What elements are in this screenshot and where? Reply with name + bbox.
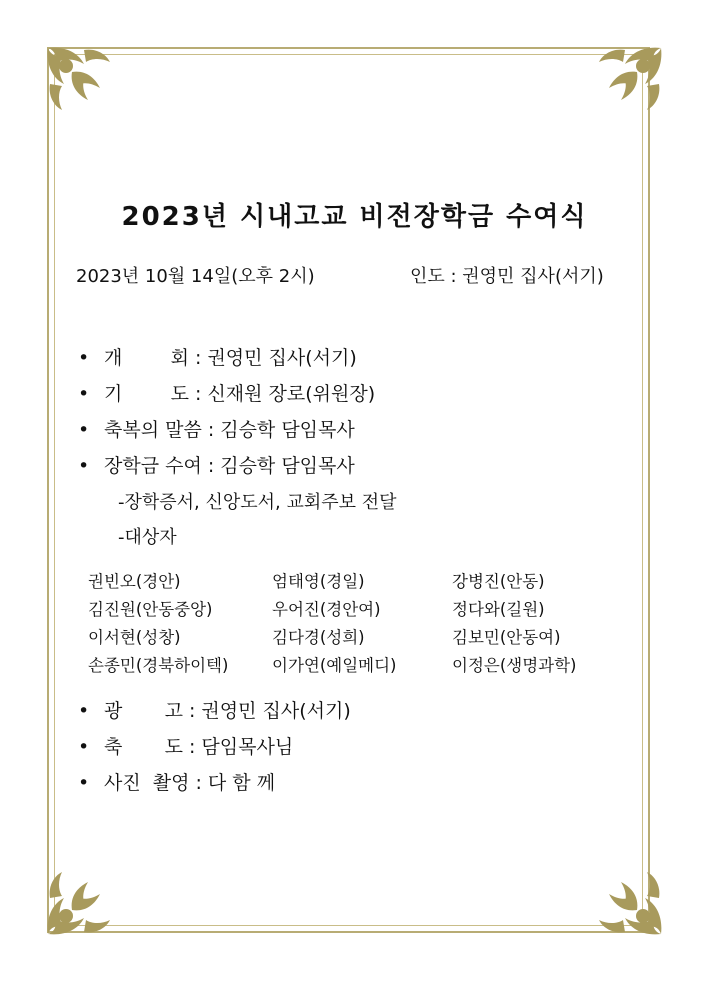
bullet-icon: •: [78, 383, 90, 405]
separator: :: [189, 736, 196, 758]
bullet-icon: •: [78, 700, 90, 722]
program-item: [78, 696, 351, 723]
program-label: 축 도: [104, 736, 183, 758]
corner-ornament-icon: [44, 44, 114, 114]
lead-person: 인도 : 권영민 집사(서기): [410, 266, 604, 287]
recipient: 이가연(예일메디): [272, 656, 397, 675]
bullet-icon: •: [78, 419, 90, 441]
sub-item: -대상자: [118, 527, 177, 548]
program-value: 신재원 장로(위원장): [207, 383, 376, 405]
bullet-icon: •: [78, 455, 90, 477]
program-label: 광 고: [104, 700, 183, 722]
recipient: 손종민(경북하이텍): [88, 656, 229, 675]
corner-ornament-icon: [595, 44, 665, 114]
recipient: 이서현(성창): [88, 628, 181, 647]
program-label: 축복의 말씀: [104, 419, 202, 441]
recipient: 강병진(안동): [452, 572, 545, 591]
recipient: 권빈오(경안): [88, 572, 181, 591]
program-value: 권영민 집사(서기): [201, 700, 351, 722]
sub-item: -장학증서, 신앙도서, 교회주보 전달: [118, 492, 397, 513]
program-item: [78, 379, 375, 406]
recipient: 김보민(안동여): [452, 628, 561, 647]
program-value: 담임목사님: [201, 736, 294, 758]
recipient: 김진원(안동중앙): [88, 600, 213, 619]
program-value: 김승학 담임목사: [220, 455, 355, 477]
program-label: 장학금 수여: [104, 455, 202, 477]
program-label: 사진 촬영: [104, 772, 190, 794]
separator: :: [207, 455, 215, 477]
program-value: 김승학 담임목사: [220, 419, 355, 441]
bullet-icon: •: [78, 772, 90, 794]
program-item: [78, 768, 275, 795]
recipient: 정다와(길원): [452, 600, 545, 619]
separator: :: [195, 383, 202, 405]
program-item: [78, 343, 357, 370]
program-item: [78, 732, 293, 759]
recipient: 우어진(경안여): [272, 600, 381, 619]
recipient: 엄태영(경일): [272, 572, 365, 591]
program-item: [78, 415, 355, 442]
separator: :: [195, 347, 202, 369]
bullet-icon: •: [78, 736, 90, 758]
program-label: 개 회: [104, 347, 190, 369]
corner-ornament-icon: [44, 868, 114, 938]
event-date: 2023년 10월 14일(오후 2시): [76, 266, 315, 287]
program-value: 권영민 집사(서기): [207, 347, 357, 369]
recipient: 이정은(생명과학): [452, 656, 577, 675]
bullet-icon: •: [78, 347, 90, 369]
program-item: [78, 451, 355, 478]
corner-ornament-icon: [595, 868, 665, 938]
recipient: 김다경(성희): [272, 628, 365, 647]
program-label: 기 도: [104, 383, 190, 405]
program-value: 다 함 께: [207, 772, 276, 794]
separator: :: [195, 772, 202, 794]
separator: :: [207, 419, 215, 441]
separator: :: [189, 700, 196, 722]
document-title: 2023년 시내고교 비전장학금 수여식: [121, 202, 588, 232]
